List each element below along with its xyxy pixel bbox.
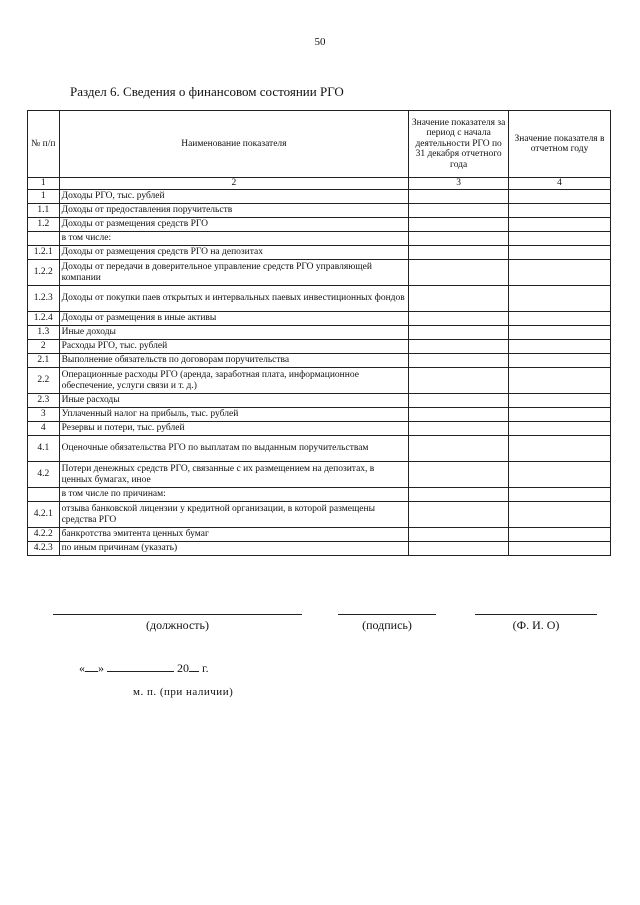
column-number-row (28, 178, 611, 190)
row-number: 4.2.2 (28, 528, 60, 542)
table-row (28, 354, 611, 368)
financial-status-table (27, 110, 611, 556)
table-row (28, 326, 611, 340)
value-reporting-year-cell (509, 286, 611, 312)
value-reporting-year-cell (509, 368, 611, 394)
row-number: 2 (28, 340, 60, 354)
indicator-name: Уплаченный налог на прибыль, тыс. рублей (59, 408, 409, 422)
value-since-start-cell (409, 462, 509, 488)
value-reporting-year-cell (509, 528, 611, 542)
value-reporting-year-cell (509, 246, 611, 260)
column-number: 3 (409, 178, 509, 190)
open-quote: « (79, 661, 85, 675)
value-reporting-year-cell (509, 326, 611, 340)
table-row (28, 190, 611, 204)
year-blank (189, 661, 199, 672)
value-reporting-year-cell (509, 260, 611, 286)
year-suffix: г. (202, 661, 209, 675)
value-since-start-cell (409, 218, 509, 232)
indicator-name: Оценочные обязательства РГО по выплатам по выданным поручительствам (59, 436, 409, 462)
value-reporting-year-cell (509, 502, 611, 528)
value-since-start-cell (409, 542, 509, 556)
row-number: 1.2.4 (28, 312, 60, 326)
value-since-start-cell (409, 422, 509, 436)
signature-label: (подпись) (362, 618, 412, 632)
indicator-name: Потери денежных средств РГО, связанные с их размещением на депозитах, в ценных бумагах, иное (59, 462, 409, 488)
indicator-name: Доходы РГО, тыс. рублей (59, 190, 409, 204)
indicator-name: Доходы от размещения средств РГО на депозитах (59, 246, 409, 260)
row-number: 1 (28, 190, 60, 204)
value-reporting-year-cell (509, 488, 611, 502)
table-row (28, 436, 611, 462)
table-row (28, 312, 611, 326)
value-since-start-cell (409, 368, 509, 394)
table-row (28, 408, 611, 422)
row-number: 3 (28, 408, 60, 422)
header-row-number: № п/п (28, 111, 60, 178)
table-row (28, 286, 611, 312)
indicator-name: Иные расходы (59, 394, 409, 408)
table-row (28, 218, 611, 232)
value-since-start-cell (409, 528, 509, 542)
row-number: 1.3 (28, 326, 60, 340)
date-line (79, 661, 209, 676)
indicator-name: Резервы и потери, тыс. рублей (59, 422, 409, 436)
value-reporting-year-cell (509, 436, 611, 462)
stamp-note: м. п. (при наличии) (133, 686, 234, 698)
table-row (28, 488, 611, 502)
value-since-start-cell (409, 326, 509, 340)
value-since-start-cell (409, 502, 509, 528)
header-value-reporting-year: Значение показателя в отчетном году (509, 111, 611, 178)
table-header-row (28, 111, 611, 178)
indicator-name: отзыва банковской лицензии у кредитной организации, в которой размещены средства РГО (59, 502, 409, 528)
indicator-name: в том числе по причинам: (59, 488, 409, 502)
value-reporting-year-cell (509, 542, 611, 556)
row-number: 1.2.2 (28, 260, 60, 286)
row-number: 4.2 (28, 462, 60, 488)
indicator-name: Доходы от передачи в доверительное управление средств РГО управляющей компании (59, 260, 409, 286)
indicator-name: Иные доходы (59, 326, 409, 340)
value-reporting-year-cell (509, 204, 611, 218)
row-number: 1.2 (28, 218, 60, 232)
value-reporting-year-cell (509, 354, 611, 368)
value-since-start-cell (409, 246, 509, 260)
row-number (28, 232, 60, 246)
section-title: Раздел 6. Сведения о финансовом состоянии РГО (70, 84, 344, 99)
value-since-start-cell (409, 340, 509, 354)
row-number: 4 (28, 422, 60, 436)
row-number: 4.1 (28, 436, 60, 462)
value-reporting-year-cell (509, 462, 611, 488)
indicator-name: банкротства эмитента ценных бумаг (59, 528, 409, 542)
indicator-name: Доходы от размещения в иные активы (59, 312, 409, 326)
row-number: 2.2 (28, 368, 60, 394)
indicator-name: Операционные расходы РГО (аренда, заработная плата, информационное обеспечение, услуги связи и т. д.) (59, 368, 409, 394)
value-since-start-cell (409, 488, 509, 502)
value-since-start-cell (409, 204, 509, 218)
month-blank (107, 661, 174, 672)
table-row (28, 394, 611, 408)
value-reporting-year-cell (509, 312, 611, 326)
table-row (28, 462, 611, 488)
column-number: 4 (509, 178, 611, 190)
signature-line (338, 614, 436, 615)
close-quote: » (98, 661, 104, 675)
value-reporting-year-cell (509, 422, 611, 436)
full-name-line (475, 614, 597, 615)
row-number: 1.1 (28, 204, 60, 218)
position-label: (должность) (146, 618, 209, 632)
value-since-start-cell (409, 408, 509, 422)
table-row (28, 368, 611, 394)
value-reporting-year-cell (509, 394, 611, 408)
row-number: 1.2.1 (28, 246, 60, 260)
table-row (28, 246, 611, 260)
page-number: 50 (314, 36, 326, 48)
header-value-since-start: Значение показателя за период с начала деятельности РГО по 31 декабря отчетного года (409, 111, 509, 178)
value-since-start-cell (409, 394, 509, 408)
indicator-name: Доходы от предоставления поручительств (59, 204, 409, 218)
table-row (28, 422, 611, 436)
value-since-start-cell (409, 286, 509, 312)
indicator-name: в том числе: (59, 232, 409, 246)
value-since-start-cell (409, 436, 509, 462)
value-reporting-year-cell (509, 408, 611, 422)
row-number: 1.2.3 (28, 286, 60, 312)
table-row (28, 232, 611, 246)
row-number: 2.3 (28, 394, 60, 408)
value-reporting-year-cell (509, 190, 611, 204)
value-since-start-cell (409, 232, 509, 246)
row-number: 4.2.1 (28, 502, 60, 528)
year-prefix: 20 (177, 661, 189, 675)
indicator-name: Выполнение обязательств по договорам поручительства (59, 354, 409, 368)
value-since-start-cell (409, 312, 509, 326)
indicator-name: Расходы РГО, тыс. рублей (59, 340, 409, 354)
table-row (28, 340, 611, 354)
column-number: 2 (59, 178, 409, 190)
value-reporting-year-cell (509, 218, 611, 232)
indicator-name: по иным причинам (указать) (59, 542, 409, 556)
table-row (28, 542, 611, 556)
full-name-label: (Ф. И. О) (512, 618, 560, 632)
position-line (53, 614, 302, 615)
value-since-start-cell (409, 354, 509, 368)
indicator-name: Доходы от покупки паев открытых и интервальных паевых инвестиционных фондов (59, 286, 409, 312)
row-number: 2.1 (28, 354, 60, 368)
row-number: 4.2.3 (28, 542, 60, 556)
table-row (28, 204, 611, 218)
value-since-start-cell (409, 190, 509, 204)
indicator-name: Доходы от размещения средств РГО (59, 218, 409, 232)
row-number (28, 488, 60, 502)
value-since-start-cell (409, 260, 509, 286)
day-blank (85, 661, 98, 672)
column-number: 1 (28, 178, 60, 190)
table-row (28, 502, 611, 528)
table-row (28, 260, 611, 286)
value-reporting-year-cell (509, 340, 611, 354)
header-indicator-name: Наименование показателя (59, 111, 409, 178)
table-row (28, 528, 611, 542)
value-reporting-year-cell (509, 232, 611, 246)
